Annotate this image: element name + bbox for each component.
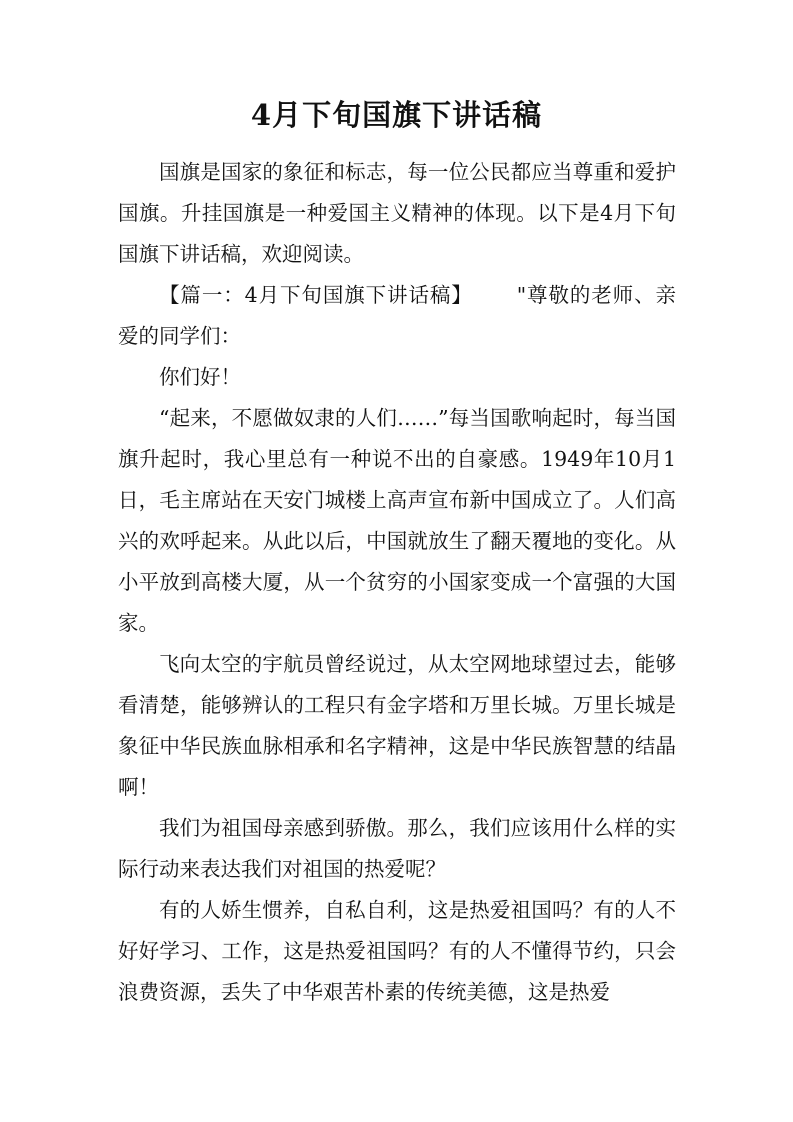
body-paragraph: “起来，不愿做奴隶的人们……”每当国歌响起时，每当国旗升起时，我心里总有一种说不出的自豪感。1949年10月1日，毛主席站在天安门城楼上高声宣布新中国成立了。人们高兴的欢呼起来。从此以后，中国就放生了翻天覆地的变化。从小平放到高楼大厦，从一个贫穷的小国家变成一个富强的大国家。 (118, 406, 676, 635)
document-body (118, 152, 676, 1013)
greeting-paragraph: 你们好！ (159, 365, 241, 389)
section-paragraph (118, 275, 676, 357)
salutation: "尊敬的老师、亲爱的同学们： (118, 283, 677, 348)
intro-paragraph: 国旗是国家的象征和标志，每一位公民都应当尊重和爱护国旗。升挂国旗是一种爱国主义精神的体现。以下是4月下旬国旗下讲话稿，欢迎阅读。 (118, 160, 676, 266)
body-paragraph: 我们为祖国母亲感到骄傲。那么，我们应该用什么样的实际行动来表达我们对祖国的热爱呢？ (118, 816, 676, 881)
document-title: 4月下旬国旗下讲话稿 (250, 98, 543, 132)
body-paragraph: 有的人娇生惯养，自私自利，这是热爱祖国吗？有的人不好好学习、工作，这是热爱祖国吗？有的人不懂得节约，只会浪费资源，丢失了中华艰苦朴素的传统美德，这是热爱 (118, 898, 676, 1004)
section-heading: 【篇一：4月下旬国旗下讲话稿】 (159, 283, 473, 307)
body-paragraph: 飞向太空的宇航员曾经说过，从太空网地球望过去，能够看清楚，能够辨认的工程只有金字塔和万里长城。万里长城是象征中华民族血脉相承和名字精神，这是中华民族智慧的结晶啊！ (118, 652, 676, 799)
